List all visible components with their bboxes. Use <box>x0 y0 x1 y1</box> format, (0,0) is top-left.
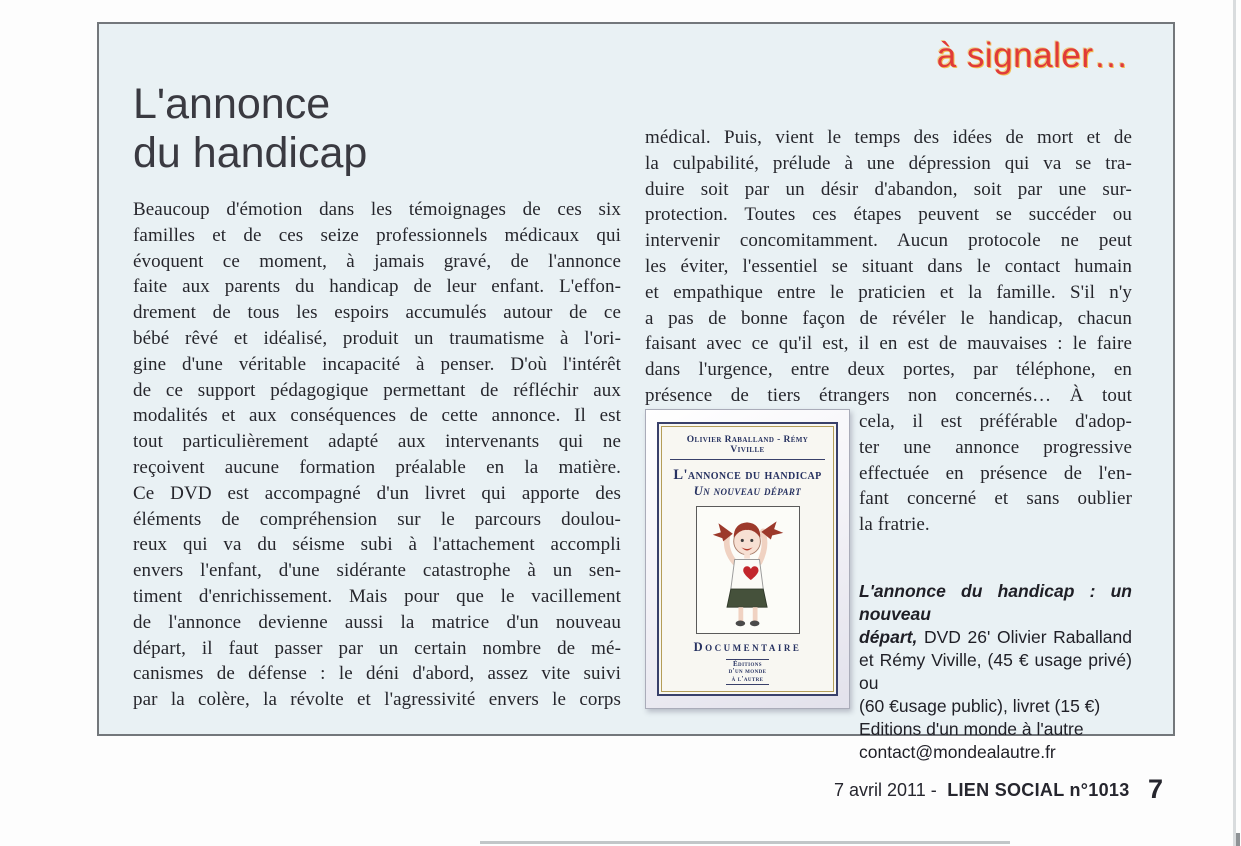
text-line: bébé rêvé et idéalisé, produit un traumatisme à l'ori- <box>133 327 621 349</box>
paper-edge <box>1233 0 1236 846</box>
text-line: Ce DVD est accompagné d'un livret qui apporte des <box>133 482 621 504</box>
text-line: ter une annonce progressive <box>859 436 1132 458</box>
scan-artifact-bar <box>480 841 1010 844</box>
dvd-cover-inner <box>661 426 834 692</box>
dvd-cover-genre: Documentaire <box>693 639 802 654</box>
dvd-cover-authors: Olivier Raballand - Rémy Viville <box>670 435 825 460</box>
article-column-left <box>133 197 621 713</box>
text-line: reux qui va du séisme subi à l'attachement accompli <box>133 534 621 556</box>
article-title <box>133 80 367 178</box>
text-line: envers l'enfant, d'une sidérante catastrophe à un sen- <box>133 560 621 582</box>
text-line: drement de tous les espoirs accumulés autour de ce <box>133 302 621 324</box>
text-line: médical. Puis, vient le temps des idées de mort et de <box>645 127 1132 148</box>
article-title-line2: du handicap <box>133 129 368 177</box>
publisher-logo <box>726 659 770 686</box>
dvd-caption <box>859 580 1132 764</box>
text-line: timent d'enrichissement. Mais pour que le vacillement <box>133 585 621 607</box>
publisher-line2: d'un monde <box>728 667 767 675</box>
text-line: effectuée en présence de l'en- <box>859 462 1132 484</box>
text-line: a pas de bonne façon de révéler le handicap, chacun <box>645 307 1132 329</box>
page-number: 7 <box>1147 774 1163 804</box>
text-line: les éviter, l'essentiel se situant dans le contact humain <box>645 255 1132 277</box>
section-label: à signaler… <box>936 36 1129 75</box>
dvd-cover-subtitle: Un nouveau départ <box>693 484 802 498</box>
text-line: présence de tiers étrangers non concernés… À tout <box>645 384 1132 406</box>
publisher-line1: Éditions <box>732 659 762 668</box>
text-line: familles et de ces seize professionnels médicaux qui <box>133 224 621 246</box>
text-line: faisant avec ce qu'il est, il en est de mauvaises : le faire <box>645 333 1132 355</box>
caption-line: et Rémy Viville, (45 € usage privé) ou <box>859 649 1132 693</box>
text-line: canismes de défense : le déni d'abord, assez vite suivi <box>133 663 621 685</box>
caption-credits: DVD 26' Olivier Raballand <box>923 626 1132 647</box>
text-line: la culpabilité, prélude à une dépression qui va se tra- <box>645 152 1132 174</box>
text-line: par la colère, la révolte et l'agressivité envers le corps <box>133 689 621 711</box>
caption-publisher: Editions d'un monde à l'autre <box>859 718 1084 739</box>
publisher-line3: à l'autre <box>731 674 764 683</box>
text-line: et empathique entre le praticien et la famille. S'il n'y <box>645 281 1132 303</box>
wrap-text-and-caption <box>859 409 1132 764</box>
caption-line: (60 €usage public), livret (15 €) <box>859 695 1101 716</box>
article-wrap-text <box>859 409 1132 538</box>
text-line: duire soit par un désir d'abandon, soit par une sur- <box>645 178 1132 200</box>
article-title-line1: L'annonce <box>133 80 331 128</box>
text-line: intervenir concomitamment. Aucun protocole ne peut <box>645 230 1132 252</box>
article-wrap-row <box>645 409 1132 764</box>
text-line: reçoivent aucune formation préalable en la matière. <box>133 456 621 478</box>
dvd-cover-frame <box>657 422 838 696</box>
text-line: tout particulièrement adapté aux intervenants qui ne <box>133 431 621 453</box>
text-line: évoquent ce moment, à jamais gravé, de l'annonce <box>133 250 621 272</box>
dvd-cover-illustration <box>696 506 800 634</box>
text-line: cela, il est préférable d'adop- <box>859 411 1132 432</box>
text-line: gine d'une véritable incapacité à penser. D'où l'intérêt <box>133 353 621 375</box>
footer-magazine: LIEN SOCIAL n°1013 <box>947 780 1130 800</box>
caption-contact-email: contact@mondealautre.fr <box>859 741 1056 762</box>
text-line: Beaucoup d'émotion dans les témoignages de ces six <box>133 199 621 220</box>
text-line: de l'annonce devienne aussi la matrice d'un nouveau <box>133 611 621 633</box>
footer-date: 7 avril 2011 - <box>834 780 937 800</box>
text-line: faite aux parents du handicap de leur enfant. L'effon- <box>133 276 621 298</box>
article-column-right <box>645 125 1132 409</box>
caption-line <box>859 580 1132 626</box>
caption-line <box>859 626 1132 649</box>
article-panel <box>97 22 1175 762</box>
page-footer <box>834 772 1163 803</box>
caption-title-part2: départ, <box>859 626 918 647</box>
text-line: protection. Toutes ces étapes peuvent se succéder ou <box>645 204 1132 226</box>
scan-artifact-mark <box>1236 833 1240 846</box>
text-line: modalités et aux conséquences de cette annonce. Il est <box>133 405 621 427</box>
dvd-cover-title: L'annonce du handicap <box>673 467 822 483</box>
text-line: de ce support pédagogique permettant de réfléchir aux <box>133 379 621 401</box>
text-line: départ, il faut passer par un certain nombre de mé- <box>133 637 621 659</box>
text-line: la fratrie. <box>859 514 930 536</box>
text-line: éléments de compréhension sur le parcours doulou- <box>133 508 621 530</box>
text-line: fant concerné et sans oublier <box>859 488 1132 510</box>
text-line: dans l'urgence, entre deux portes, par téléphone, en <box>645 359 1132 381</box>
caption-title-part1: L'annonce du handicap : un nouveau <box>859 580 1132 624</box>
dvd-cover <box>645 409 850 709</box>
girl-illustration <box>700 509 796 631</box>
